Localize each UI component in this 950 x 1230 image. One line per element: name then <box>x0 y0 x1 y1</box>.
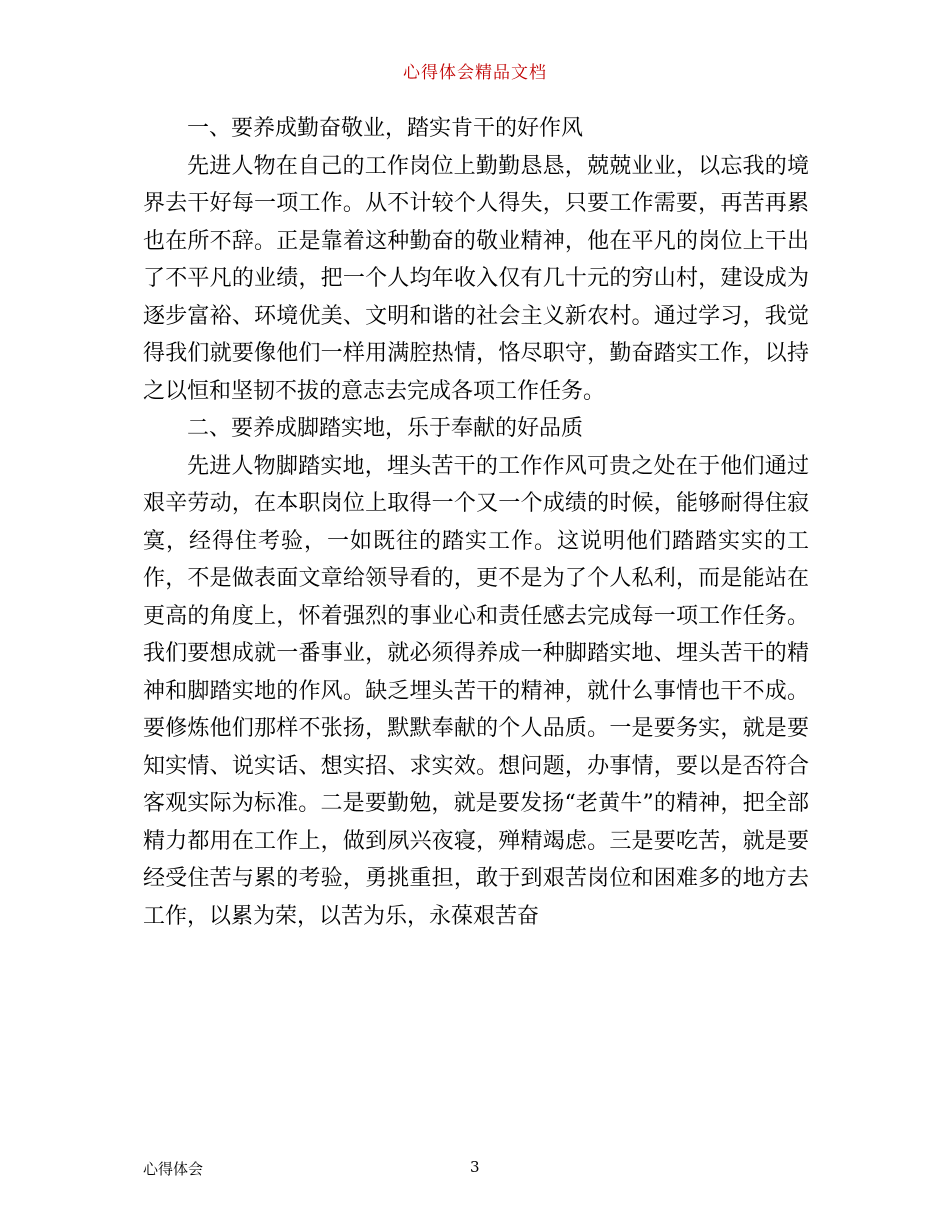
footer-label: 心得体会 <box>143 1160 204 1178</box>
paragraph-2: 先进人物脚踏实地，埋头苦干的工作作风可贵之处在于他们通过艰辛劳动，在本职岗位上取得一个又一个成绩的时候，能够耐得住寂寞，经得住考验，一如既往的踏实工作。这说明他们踏踏实实的工作，不是做表面文章给领导看的，更不是为了个人私利，而是能站在更高的角度上，怀着强烈的事业心和责任感去完成每一项工作任务。我们要想成就一番事业，就必须得养成一种脚踏实地、埋头苦干的精神和脚踏实地的作风。缺乏埋头苦干的精神，就什么事情也干不成。要修炼他们那样不张扬，默默奉献的个人品质。一是要务实，就是要知实情、说实话、想实招、求实效。想问题，办事情，要以是否符合客观实际为标准。二是要勤勉，就是要发扬“老黄牛”的精神，把全部精力都用在工作上，做到夙兴夜寝，殚精竭虑。三是要吃苦，就是要经受住苦与累的考验，勇挑重担，敢于到艰苦岗位和困难多的地方去工作，以累为荣，以苦为乐，永葆艰苦奋 <box>143 453 809 929</box>
section-heading-2: 二、要养成脚踏实地，乐于奉献的好品质 <box>187 416 584 441</box>
section-heading-1: 一、要养成勤奋敬业，踏实肯干的好作风 <box>187 116 584 141</box>
document-body <box>143 110 809 935</box>
page-header-title: 心得体会精品文档 <box>403 63 547 83</box>
paragraph-1: 先进人物在自己的工作岗位上勤勤恳恳，兢兢业业，以忘我的境界去干好每一项工作。从不计较个人得失，只要工作需要，再苦再累也在所不辞。正是靠着这种勤奋的敬业精神，他在平凡的岗位上干出了不平凡的业绩，把一个人均年收入仅有几十元的穷山村，建设成为逐步富裕、环境优美、文明和谐的社会主义新农村。通过学习，我觉得我们就要像他们一样用满腔热情，恪尽职守，勤奋踏实工作，以持之以恒和坚韧不拔的意志去完成各项工作任务。 <box>143 153 809 404</box>
page-number: 3 <box>470 1158 480 1176</box>
